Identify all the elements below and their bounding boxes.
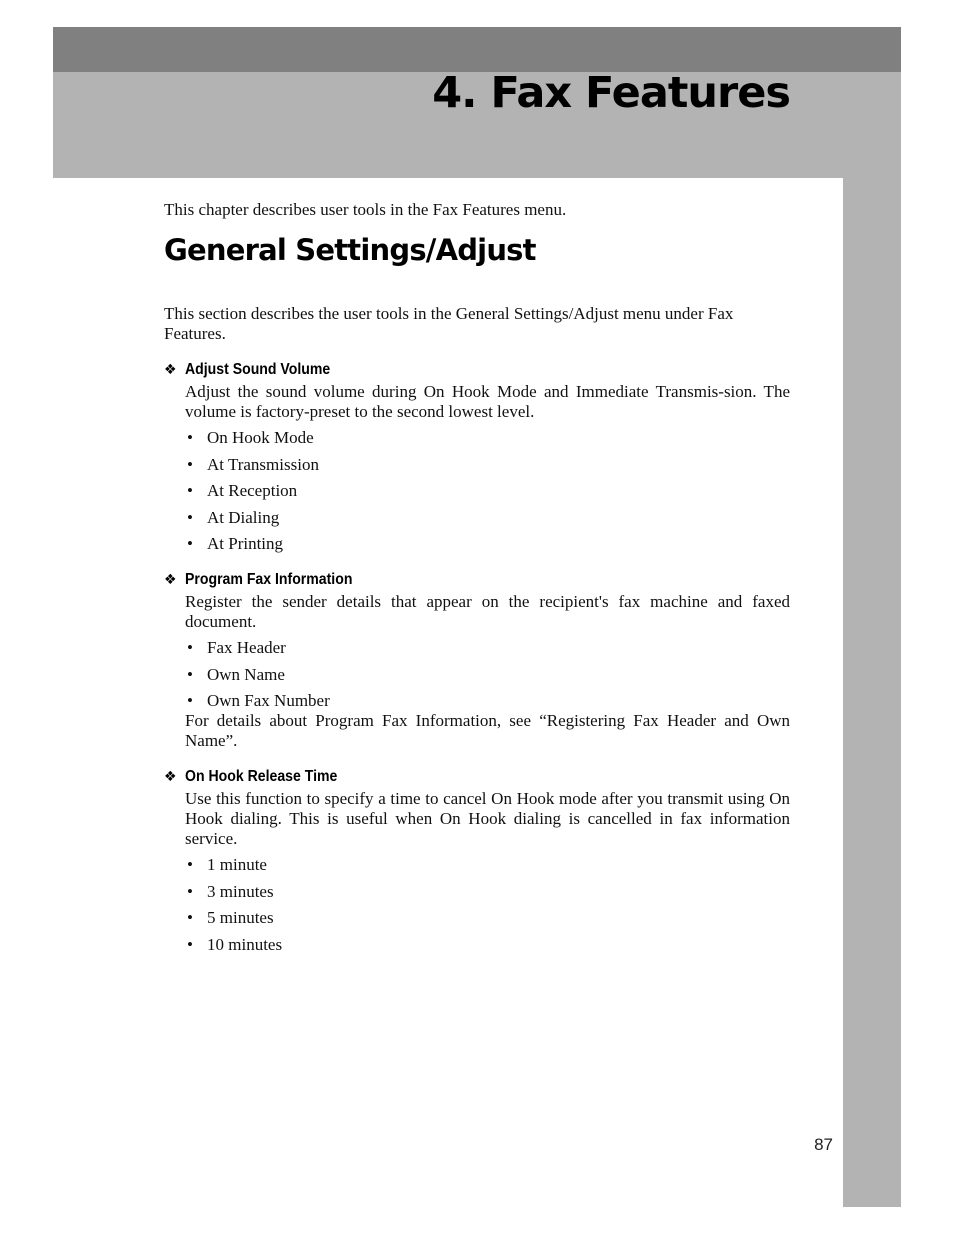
list-item-label: 1 minute	[207, 855, 267, 874]
bullet-icon: •	[187, 664, 193, 684]
diamond-bullet-icon: ❖	[164, 572, 177, 588]
list-item-label: Own Name	[207, 664, 285, 684]
subsection-title: Program Fax Information	[185, 571, 353, 588]
bullet-icon: •	[187, 454, 193, 474]
list-item	[185, 534, 790, 554]
list-item	[185, 855, 790, 875]
chapter-side-tab	[843, 178, 901, 1207]
subsection-heading	[164, 767, 790, 787]
subsection-heading	[164, 360, 790, 380]
diamond-bullet-icon: ❖	[164, 769, 177, 785]
list-item	[185, 908, 790, 928]
bullet-icon: •	[187, 638, 193, 657]
list-item	[185, 455, 790, 475]
list-item	[185, 935, 790, 955]
subsection-title: Adjust Sound Volume	[185, 361, 331, 378]
diamond-bullet-icon: ❖	[164, 362, 177, 378]
bullet-icon: •	[187, 428, 193, 447]
list-item	[185, 691, 790, 711]
bullet-icon: •	[187, 481, 193, 500]
bullet-icon: •	[187, 507, 193, 527]
subsection-note: For details about Program Fax Information, see “Registering Fax Header and Own Name”.	[185, 711, 790, 750]
section-title: General Settings/Adjust	[164, 233, 536, 267]
subsection-body: Register the sender details that appear on the recipient's fax machine and faxed document.	[185, 592, 790, 631]
bullet-icon: •	[187, 934, 193, 954]
bullet-icon: •	[187, 908, 193, 927]
bullet-icon: •	[187, 881, 193, 901]
list-item-label: 3 minutes	[207, 881, 274, 901]
list-item-label: Own Fax Number	[207, 691, 330, 710]
chapter-header-band-dark	[53, 27, 901, 72]
subsection-body: Adjust the sound volume during On Hook Mode and Immediate Transmis-sion. The volume is factory-preset to the second lowest level.	[185, 382, 790, 421]
list-item	[185, 508, 790, 528]
list-item	[185, 882, 790, 902]
bullet-icon: •	[187, 534, 193, 553]
subsection-title: On Hook Release Time	[185, 768, 338, 785]
list-item	[185, 665, 790, 685]
section-description: This section describes the user tools in the General Settings/Adjust menu under Fax Features.	[164, 304, 734, 343]
bullet-icon: •	[187, 855, 193, 874]
bullet-icon: •	[187, 691, 193, 710]
list-item-label: 5 minutes	[207, 908, 274, 927]
list-item-label: At Printing	[207, 534, 284, 553]
list-item-label: Fax Header	[207, 638, 286, 657]
list-item-label: At Dialing	[207, 507, 280, 527]
subsection-heading	[164, 570, 790, 590]
list-item-label: 10 minutes	[207, 934, 283, 954]
chapter-title: 4. Fax Features	[432, 68, 790, 118]
page-content	[164, 200, 790, 955]
subsection-program-fax-information	[164, 570, 790, 751]
subsection-adjust-sound-volume	[164, 360, 790, 554]
option-list	[185, 855, 790, 955]
chapter-intro: This chapter describes user tools in the Fax Features menu.	[164, 200, 567, 219]
option-list	[185, 638, 790, 711]
list-item	[185, 638, 790, 658]
list-item-label: On Hook Mode	[207, 428, 314, 447]
page-number: 87	[814, 1135, 833, 1154]
subsection-on-hook-release-time	[164, 767, 790, 955]
list-item-label: At Reception	[207, 481, 298, 500]
list-item	[185, 481, 790, 501]
subsection-body: Use this function to specify a time to cancel On Hook mode after you transmit using On Hook dialing. This is useful when On Hook dialing is cancelled in fax information service.	[185, 789, 790, 848]
option-list	[185, 428, 790, 554]
list-item	[185, 428, 790, 448]
list-item-label: At Transmission	[207, 454, 319, 474]
